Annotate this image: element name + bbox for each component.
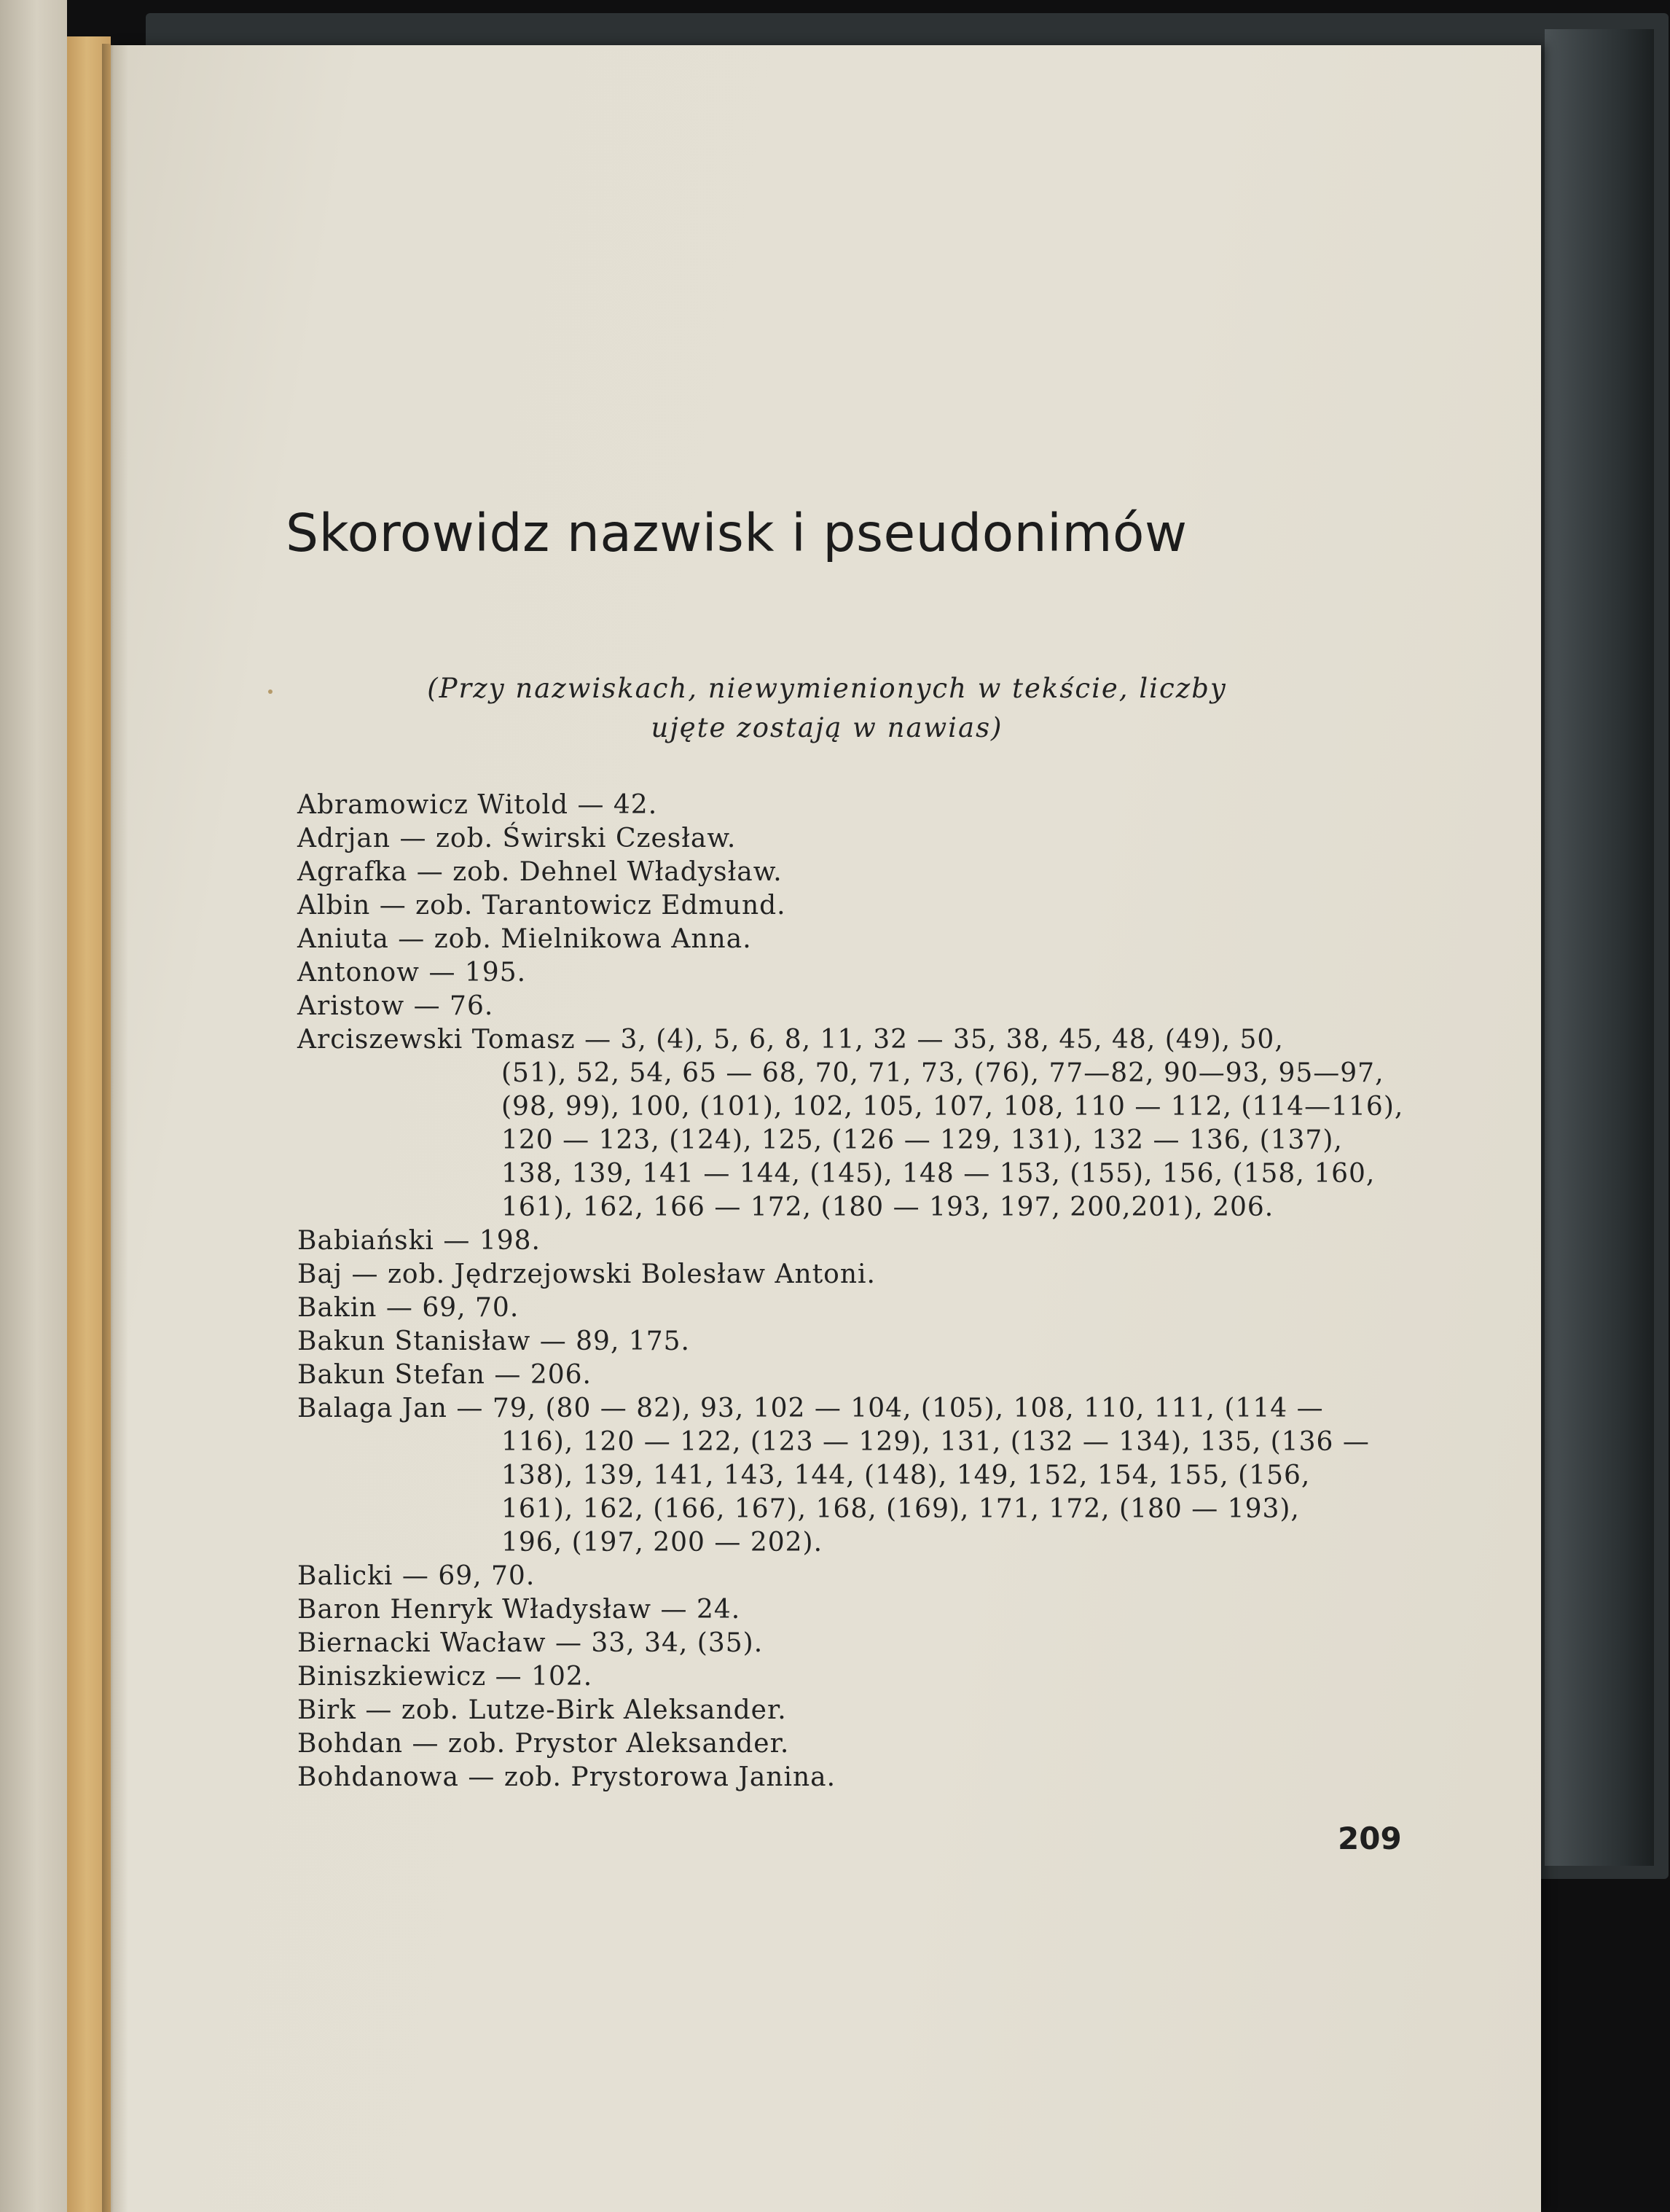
index-entry (297, 923, 1405, 956)
index-entry-continuation: 138, 139, 141 — 144, (145), 148 — 153, (155), 156, (158, 160, (501, 1159, 1376, 1189)
index-entry (297, 1359, 1405, 1392)
index-entry-line: Bakin — 69, 70. (297, 1293, 520, 1323)
index-entry (297, 1761, 1405, 1794)
index-note: (Przy nazwiskach, niewymienionych w tekście, liczby ujęte zostają w nawias) (427, 673, 1227, 743)
index-entry (297, 1224, 1405, 1258)
index-entry-continuation: 116), 120 — 122, (123 — 129), 131, (132 — 134), 135, (136 — (501, 1427, 1370, 1457)
index-entry (297, 889, 1405, 923)
index-entry-line: Albin — zob. Tarantowicz Edmund. (297, 891, 786, 921)
index-entry (297, 1325, 1405, 1359)
index-entry-line: Abramowicz Witold — 42. (297, 790, 658, 820)
binding-shadow (102, 44, 114, 2212)
index-entry (297, 1627, 1405, 1660)
index-entry-line: Balaga Jan — 79, (80 — 82), 93, 102 — 104, (105), 108, 110, 111, (114 — (297, 1394, 1324, 1423)
index-entry-continuation: 138), 139, 141, 143, 144, (148), 149, 152, 154, 155, (156, (501, 1461, 1311, 1490)
index-entry-continuation: (98, 99), 100, (101), 102, 105, 107, 108, 110 — 112, (114—116), (501, 1092, 1404, 1122)
index-entry-continuation: 196, (197, 200 — 202). (501, 1528, 823, 1558)
index-entry (297, 1727, 1405, 1761)
index-entry (297, 1258, 1405, 1291)
index-entry (297, 1660, 1405, 1694)
index-entry-line: Biniszkiewicz — 102. (297, 1662, 593, 1692)
index-entry-continuation: 120 — 123, (124), 125, (126 — 129, 131), 132 — 136, (137), (501, 1125, 1343, 1155)
index-entry-line: Arciszewski Tomasz — 3, (4), 5, 6, 8, 11, 32 — 35, 38, 45, 48, (49), 50, (297, 1025, 1284, 1055)
index-entry (297, 1593, 1405, 1627)
index-entry (297, 1694, 1405, 1727)
index-entry-line: Aniuta — zob. Mielnikowa Anna. (297, 924, 752, 954)
index-entry-continuation: 161), 162, (166, 167), 168, (169), 171, 172, (180 — 193), (501, 1494, 1300, 1524)
paper-speck (268, 689, 273, 694)
index-entry-line: Biernacki Wacław — 33, 34, (35). (297, 1628, 764, 1658)
index-entry (297, 856, 1405, 889)
left-cover (0, 0, 67, 2212)
index-entry-line: Bohdanowa — zob. Prystorowa Janina. (297, 1762, 836, 1792)
index-entry (297, 1560, 1405, 1593)
index-entry-line: Balicki — 69, 70. (297, 1561, 536, 1591)
index-entry-line: Baj — zob. Jędrzejowski Bolesław Antoni. (297, 1259, 876, 1289)
index-entry-line: Bakun Stanisław — 89, 175. (297, 1326, 690, 1356)
index-entry (297, 956, 1405, 990)
index-entry-line: Bakun Stefan — 206. (297, 1360, 592, 1390)
index-entry (297, 1291, 1405, 1325)
index-entry-line: Birk — zob. Lutze-Birk Aleksander. (297, 1695, 787, 1725)
index-entry (297, 789, 1405, 822)
page-number: 209 (1338, 1821, 1402, 1856)
index-entry (297, 990, 1405, 1023)
index-entry-line: Antonow — 195. (297, 958, 527, 988)
index-entry-line: Adrjan — zob. Świrski Czesław. (297, 824, 737, 853)
index-entries (297, 789, 1405, 1794)
index-entry-line: Aristow — 76. (297, 991, 494, 1021)
index-entry-line: Baron Henryk Władysław — 24. (297, 1595, 741, 1625)
index-entry-continuation: 161), 162, 166 — 172, (180 — 193, 197, 200,201), 206. (501, 1192, 1274, 1222)
index-entry-continuation: (51), 52, 54, 65 — 68, 70, 71, 73, (76), 77—82, 90—93, 95—97, (501, 1058, 1384, 1088)
index-entry (297, 1392, 1405, 1560)
index-entry (297, 1023, 1405, 1224)
page-title: Skorowidz nazwisk i pseudonimów (286, 503, 1188, 563)
index-entry-line: Babiański — 198. (297, 1226, 541, 1256)
back-cover-edge (1545, 29, 1654, 1866)
index-entry-line: Agrafka — zob. Dehnel Władysław. (297, 857, 783, 887)
index-entry-line: Bohdan — zob. Prystor Aleksander. (297, 1729, 790, 1759)
index-entry (297, 822, 1405, 856)
